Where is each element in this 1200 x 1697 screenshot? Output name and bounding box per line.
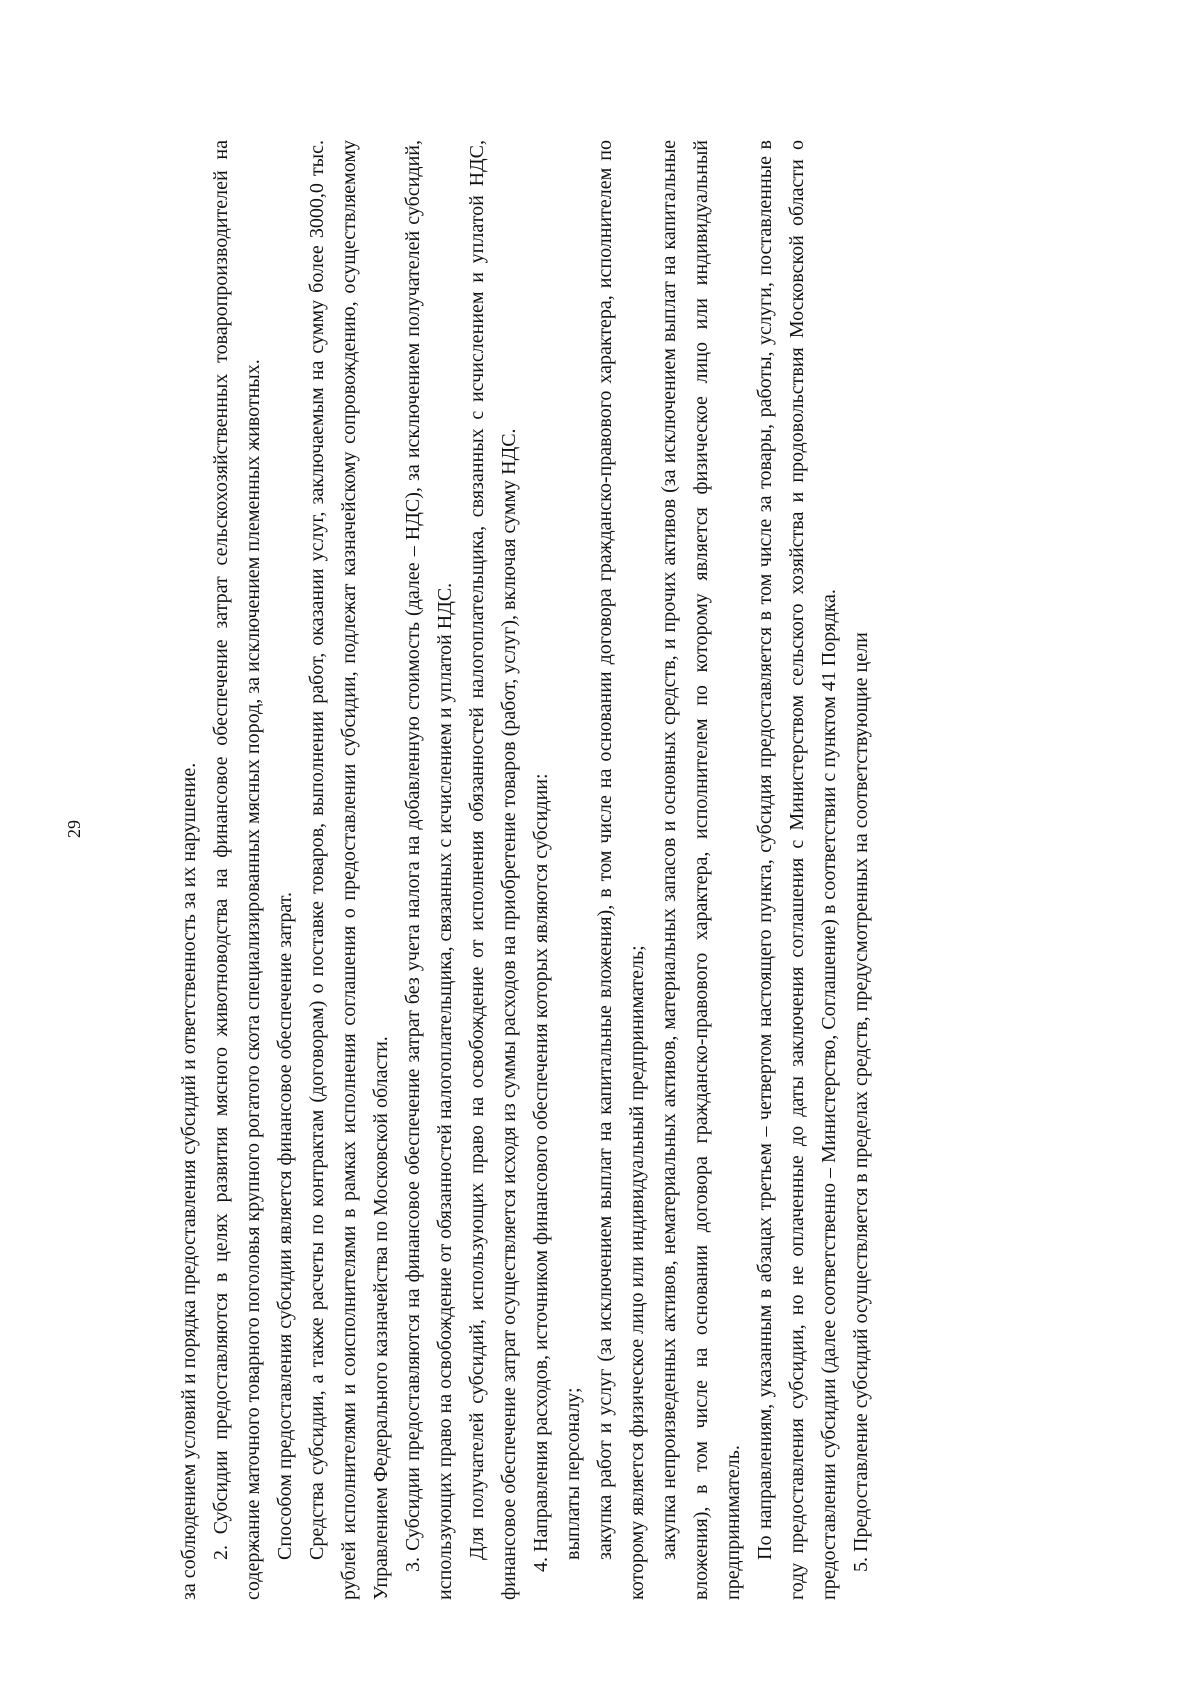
document-body (173, 140, 1033, 1600)
page-number: 29 (64, 820, 84, 838)
list-item-works-services: закупка работ и услуг (за исключением выплат на капитальные вложения), в том числе на основании договора гражданско-правового характера, исполнителем по которому является физическое лицо или индивидуальный предприниматель; (594, 140, 648, 1600)
paragraph-method: Способом предоставления субсидии является финансовое обеспечение затрат. (274, 892, 296, 1560)
list-item-assets: закупка непроизведенных активов, нематериальных активов, материальных запасов и основных средств, и прочих активов (за исключением выплат на капитальные вложения), в том числе на основании договора гражданско-правового характера, исполнителем по которому является физическое лицо или индивидуальный предприниматель. (658, 140, 744, 1600)
paragraph-vat-exempt: Для получателей субсидий, использующих право на освобождение от исполнения обязанностей налогоплательщика, связанных с исчислением и уплатой НДС, финансовое обеспечение затрат осуществляется исходя из суммы расходов на приобретение товаров (работ, услуг), включая сумму НДС. (466, 140, 520, 1600)
paragraph-treasury: Средства субсидии, а также расчеты по контрактам (договорам) о поставке товаров, выполнении работ, оказании услуг, заключаемым на сумму более 3000,0 тыс. рублей исполнителями и соисполнителями в рамках исполнения соглашения о предоставлении субсидии, подлежат казначейскому сопровождению, осуществляемому Управлением Федерального казначейства по Московской области. (306, 140, 392, 1600)
paragraph-item-4: 4. Направления расходов, источником финансового обеспечения которых являются субсидии: (530, 773, 552, 1572)
paragraph-item-3: 3. Субсидии предоставляются на финансовое обеспечение затрат без учета налога на добавленную стоимость (далее – НДС), за исключением получателей субсидий, использующих право на освобождение от обязанностей налогоплательщика, связанных с исчислением и уплатой НДС. (402, 140, 456, 1600)
paragraph-item-2: 2. Субсидии предоставляются в целях развития мясного животноводства на финансовое обеспечение затрат сельскохозяйственных товаропроизводителей на содержание маточного товарного поголовья крупного рогатого скота специализированных мясных пород, за исключением племенных животных. (210, 140, 264, 1600)
list-item-personnel: выплаты персоналу; (562, 1387, 584, 1560)
paragraph-item-5: 5. Предоставление субсидий осуществляется в пределах средств, предусмотренных на соответствующие цели (850, 632, 872, 1572)
paragraph-continuation: за соблюдением условий и порядка предоставления субсидий и ответственность за их нарушение. (178, 762, 200, 1600)
paragraph-directions: По направлениям, указанным в абзацах третьем – четвертом настоящего пункта, субсидия предоставляется в том числе за товары, работы, услуги, поставленные в году предоставления субсидии, но не оплаченные до даты заключения соглашения с Министерством сельского хозяйства и продовольствия Московской области о предоставлении субсидии (далее соответственно – Министерство, Соглашение) в соответствии с пунктом 41 Порядка. (754, 140, 840, 1600)
